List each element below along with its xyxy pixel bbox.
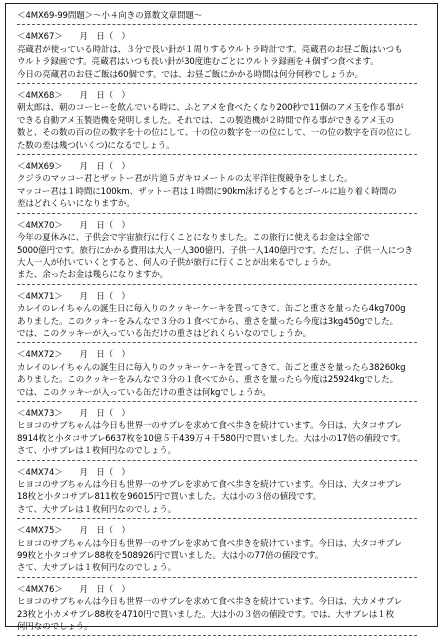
separator bbox=[17, 83, 417, 84]
problem-text-line: た数の差は幾つ(いくつ)になるでしょう。 bbox=[17, 140, 175, 151]
problem-text-line: カレイのレイちゃんの誕生日に毎入りのクッキーケーキを買ってきて、缶ごと重さを量ったら4kg700g bbox=[17, 304, 406, 315]
separator bbox=[17, 213, 417, 214]
problem-header: ＜4MX68＞ 月 日（ ） bbox=[17, 91, 130, 102]
problem-text-line: 今日の亮蔵君のお昼ご飯は60個です。では、お昼ご飯にかかる時間は何分何秒でしょうか。 bbox=[17, 69, 363, 80]
problem-header: ＜4MX75＞ 月 日（ ） bbox=[17, 526, 130, 537]
problem-block bbox=[17, 584, 433, 637]
problem-text-line: クジラのマッコー君とザットー君が片道５ガキロメートルの太平洋往復競争をしました。 bbox=[17, 174, 353, 185]
problem-text-line: カレイのレイちゃんの誕生日に毎入りのクッキーケーキを買ってきて、缶ごと重さを量ったら38260kg bbox=[17, 362, 406, 373]
page-title: ＜4MX69-99問題＞～小４向きの算数文章問題～ bbox=[17, 11, 203, 21]
problem-text-line: ヒヨコのサブちゃんは今日も世界一のサブレを求めて食べ歩きを続けています。今日は、大タコサブレ bbox=[17, 480, 403, 490]
problem-text-line: 何円なのでしょう。 bbox=[17, 622, 93, 633]
separator bbox=[17, 401, 417, 402]
separator bbox=[17, 342, 417, 343]
problem-text-line: また、余ったお金は幾らになりますか。 bbox=[17, 270, 169, 281]
separator bbox=[17, 635, 417, 636]
problem-text-line: さて、大サブレは１枚何円なのでしょう。 bbox=[17, 504, 177, 515]
problem-text-line: 8914枚と小タコサブレ6637枚を10億５千439万４千580円で買いました。大は小の17倍の値段です。 bbox=[17, 433, 406, 444]
problem-block bbox=[17, 408, 433, 461]
problem-text-line: ありました。このクッキーをみんなで３分の１食べてから、重さを量ったら今度は25924kgでした。 bbox=[17, 375, 399, 386]
problem-header: ＜4MX72＞ 月 日（ ） bbox=[17, 350, 130, 361]
problem-text-line: ウルトラ録画です。亮蔵君はいつも長い針が30度進むごとにウルトラ録画を４個ずつ食べます。 bbox=[17, 57, 379, 68]
separator bbox=[17, 154, 417, 155]
problem-list bbox=[17, 31, 433, 636]
problem-block bbox=[17, 525, 433, 578]
problem-text-line: 亮蔵君が使っている時計は、３分で長い針が１周りするウルトラ時計です。亮蔵君のお昼ご飯はいつも bbox=[17, 44, 403, 55]
separator bbox=[17, 24, 417, 25]
problem-block bbox=[17, 349, 433, 402]
problem-text-line: では、このクッキーが入っている缶だけの重さは何kgでしょうか。 bbox=[17, 387, 271, 398]
problem-header: ＜4MX70＞ 月 日（ ） bbox=[17, 220, 130, 231]
problem-block bbox=[17, 220, 433, 285]
problem-text-line: さて、小サブレは１枚何円なのでしょう。 bbox=[17, 446, 177, 457]
problem-text-line: ありました。このクッキーをみんなで３分の１食べてから、重さを量ったら今度は3kg450gでした。 bbox=[17, 316, 399, 327]
problem-text-line: マッコー君は１時間に100km、ザットー君は１時間に90km泳げるとするとゴールに辿り着く時間の bbox=[17, 186, 397, 197]
separator bbox=[17, 577, 417, 578]
problem-text-line: 99枚と小タコサブレ88枚を508926円で買いました。大は小の77倍の値段です。 bbox=[17, 551, 324, 562]
problem-header: ＜4MX73＞ 月 日（ ） bbox=[17, 408, 130, 419]
problem-block bbox=[17, 467, 433, 520]
problem-text-line: 23枚と小カメサブレ88枚を4710円で買いました。大は小の３倍の値段です。では、大サブレは１枚 bbox=[17, 609, 395, 620]
problem-header: ＜4MX74＞ 月 日（ ） bbox=[17, 467, 130, 478]
problem-text-line: 今年の夏休みに、子供会で宇宙旅行に行くことになりました。この旅行に使えるお金は全部で bbox=[17, 233, 370, 244]
problem-header: ＜4MX69＞ 月 日（ ） bbox=[17, 162, 130, 173]
problem-text-line: 大人一人が付いていくとすると、何人の子供が旅行に行くことが出来るでしょうか。 bbox=[17, 257, 337, 268]
problem-header: ＜4MX67＞ 月 日（ ） bbox=[17, 32, 130, 43]
problem-text-line: さて、大サブレは１枚何円なのでしょう。 bbox=[17, 563, 177, 574]
problem-header: ＜4MX71＞ 月 日（ ） bbox=[17, 291, 130, 302]
problem-text-line: 5000億円です。旅行にかかる費用は大人一人300億円、子供一人140億円です。ただし、子供一人につき bbox=[17, 245, 413, 256]
problem-block bbox=[17, 31, 433, 84]
problem-text-line: 朝太郎は、朝のコーヒーを飲んでいる時に、ふとアメを食べたくなり200秒で11個のアメ玉を作る事が bbox=[17, 103, 404, 114]
problem-text-line: 差はどれくらいになりますか。 bbox=[17, 199, 135, 210]
problem-block bbox=[17, 291, 433, 344]
separator bbox=[17, 460, 417, 461]
problem-text-line: 数と、その数の百の位の数字を十の位にして、十の位の数字を一の位にして、一の位の数字を百の位にし bbox=[17, 128, 412, 139]
problem-text-line: では、このクッキーが入っている缶だけの重さはどれくらいなのでしょうか。 bbox=[17, 328, 312, 339]
separator bbox=[17, 284, 417, 285]
worksheet bbox=[17, 10, 433, 642]
separator bbox=[17, 518, 417, 519]
problem-text-line: 18枚と小タコサブレ811枚を96015円で買いました。大は小の３倍の値段です。 bbox=[17, 492, 322, 503]
problem-header: ＜4MX76＞ 月 日（ ） bbox=[17, 584, 130, 595]
problem-block bbox=[17, 90, 433, 155]
problem-text-line: ヒヨコのサブちゃんは今日も世界一のサブレを求めて食べ歩きを続けています。今日は、大タコサブレ bbox=[17, 421, 403, 432]
problem-block bbox=[17, 161, 433, 214]
problem-text-line: ヒヨコのサブちゃんは今日も世界一のサブレを求めて食べ歩きを続けています。今日は、大タコサブレ bbox=[17, 538, 403, 549]
problem-text-line: できる自動アメ玉製造機を発明しました。それでは、この製造機が２時間で作る事ができるアメ玉の bbox=[17, 115, 394, 126]
problem-text-line: ヒヨコのサブちゃんは今日も世界一のサブレを求めて食べ歩きを続けています。今日は、大カメサブレ bbox=[17, 597, 403, 608]
